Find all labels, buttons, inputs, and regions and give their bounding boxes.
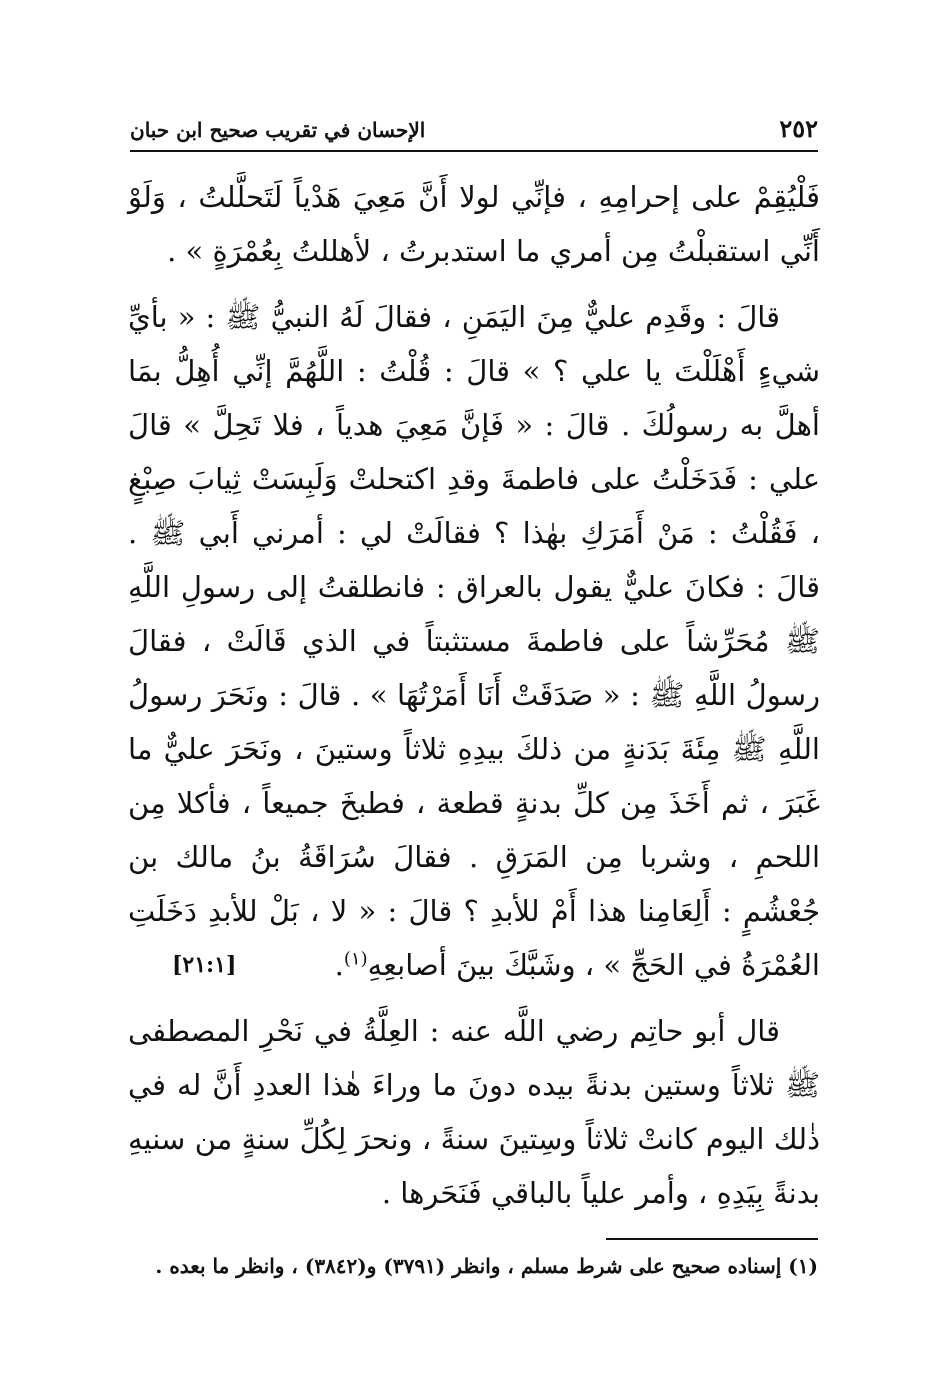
footnote: (١) إسناده صحيح على شرط مسلم ، وانظر (٣٧٩١) و(٣٨٤٢) ، وانظر ما بعده .: [155, 1254, 818, 1278]
header-divider: [130, 150, 818, 152]
footnote-marker: (١): [343, 948, 368, 970]
running-title: الإحسان في تقريب صحيح ابن حبان: [130, 118, 426, 142]
reference-tag: [٢١:١]: [172, 952, 237, 978]
paragraph-hadith-end: .: [334, 948, 344, 982]
paragraph-commentary: قال أبو حاتِم رضي اللَّه عنه : العِلَّةُ في نَحْرِ المصطفى ﷺ ثلاثاً وستين بدنةً بيده دونَ ما وراءَ هٰذا العددِ أَنَّ له في ذٰلك اليوم كانتْ ثلاثاً وسِتينَ سنةً ، ونحرَ لِكُلِّ سنةٍ من سنيهِ بدنةً بِيَدِهِ ، وأمر علياً بالباقي فَنَحَرها .: [128, 1014, 820, 1210]
paragraph-hadith-text: قالَ : وقَدِم عليٌّ مِنَ اليَمَنِ ، فقالَ لَهُ النبيُّ ﷺ : « بأيِّ شيءٍ أَهْلَلْتَ يا علي ؟ » قالَ : قُلْتُ : اللَّهُمَّ إنِّي أُهِلُّ بمَا أهلَّ به رسولُكَ . قالَ : « فَإنَّ مَعِيَ هدياً ، فلا تَحِلَّ » قالَ علي : فَدَخَلْتُ على فاطمةَ وقدِ اكتحلتْ وَلَبِسَتْ ثِيابَ صِبْغٍ ، فَقُلْتُ : مَنْ أَمَرَكِ بهٰذا ؟ فقالَتْ لي : أمرني أَبي ﷺ . قالَ : فكانَ عليٌّ يقول بالعراق : فانطلقتُ إلى رسولِ اللَّهِ ﷺ مُحَرِّشاً على فاطمةَ مستثبتاً في الذي قَالَتْ ، فقالَ رسولُ اللَّهِ ﷺ : « صَدَقَتْ أَنَا أَمَرْتُهَا » . قالَ : ونَحَرَ رسولُ اللَّهِ ﷺ مِئَةَ بَدَنةٍ من ذلكَ بيدِهِ ثلاثاً وستينَ ، ونَحَرَ عليٌّ ما غَبَرَ ، ثم أَخَذَ مِن كلِّ بدنةٍ قطعة ، فطبخَ جميعاً ، فأكلا مِن اللحمِ ، وشربا مِن المَرَقِ . فقالَ سُرَاقَةُ بنُ مالك بن جُعْشُمٍ : أَلِعَامِنا هذا أَمْ للأبدِ ؟ قالَ : « لا ، بَلْ للأبدِ دَخَلَتِ العُمْرَةُ في الحَجِّ » ، وشَبَّكَ بينَ أصابعِهِ: [128, 300, 820, 982]
footnote-divider: [606, 1238, 818, 1240]
page-number: ٢٥٢: [779, 114, 818, 143]
main-text: [128, 170, 820, 1220]
paragraph-hadith: [128, 290, 820, 992]
page-header: [130, 108, 818, 148]
paragraph-continuation: فَلْيُقِمْ على إحرامِهِ ، فإنِّي لولا أَنَّ مَعِيَ هَدْياً لَتَحلَّلتُ ، وَلَوْ أَنِّي استقبلْتُ مِن أمري ما استدبرتُ ، لأهللتُ بِعُمْرَةٍ » .: [128, 180, 820, 268]
